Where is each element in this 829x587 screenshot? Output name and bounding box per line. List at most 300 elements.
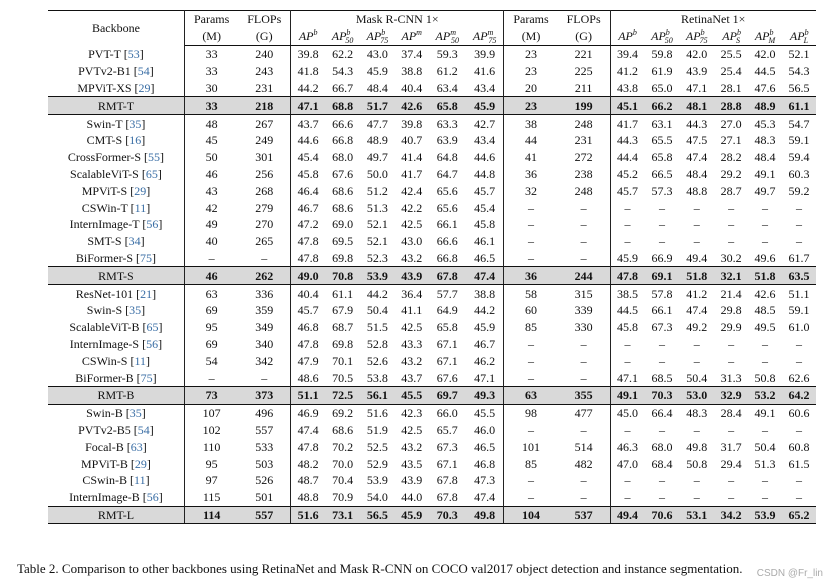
table-cell: 50.4 (366, 303, 388, 318)
backbone-label: SMT-S (87, 234, 122, 249)
metric-superscript: b (665, 28, 670, 37)
table-cell: 69.1 (645, 267, 680, 285)
table-cell: – (528, 370, 535, 385)
metric-subscript: 75 (380, 36, 389, 46)
table-cell: 46.5 (466, 438, 504, 455)
table-cell: – (761, 200, 768, 215)
table-caption: Table 2. Comparison to other backbones using RetinaNet and Mask R-CNN on COCO val2017 object detection and instance segmentation. (17, 561, 743, 576)
backbone-label: CMT-S (86, 133, 123, 148)
citation-link[interactable]: 29 (134, 456, 147, 471)
backbone-name: InternImage-S [56] (48, 336, 184, 353)
table-cell: 514 (558, 438, 610, 455)
table-cell: 48.9 (748, 97, 782, 115)
header-metric (466, 27, 504, 46)
table-cell: – (761, 336, 768, 351)
table-cell: 46.8 (297, 320, 319, 335)
table-cell: 69.7 (429, 386, 466, 404)
table-cell: 31.7 (720, 439, 742, 454)
table-cell: 59.1 (788, 133, 810, 148)
citation-link[interactable]: 34 (128, 234, 141, 249)
backbone-label: CSwin-B (82, 473, 128, 488)
table-cell: 243 (238, 63, 290, 80)
table-cell: 49.3 (466, 386, 504, 404)
backbone-name: PVT-T [53] (48, 46, 184, 63)
table-cell: – (624, 473, 631, 488)
table-cell: 46.7 (466, 336, 504, 353)
metric-superscript: b (769, 28, 774, 37)
table-cell: 33 (205, 47, 218, 62)
backbone-name (48, 386, 184, 404)
table-cell: 52.1 (788, 47, 810, 62)
table-cell: 526 (238, 472, 290, 489)
citation-link[interactable]: 16 (129, 133, 142, 148)
table-row (48, 80, 816, 97)
table-cell: – (208, 250, 215, 265)
header-metric (395, 27, 429, 46)
table-cell: 54 (205, 353, 218, 368)
results-table (48, 10, 816, 524)
table-cell: 44.5 (617, 303, 639, 318)
table-cell: 42.0 (754, 47, 776, 62)
table-cell: 53.9 (748, 506, 782, 524)
table-cell: 47.1 (291, 97, 326, 115)
table-cell: – (624, 336, 631, 351)
table-cell: 43.4 (466, 80, 504, 97)
table-cell: 272 (558, 149, 610, 166)
table-cell: – (693, 473, 700, 488)
citation-link[interactable]: 75 (140, 250, 152, 265)
table-cell: 256 (238, 166, 290, 183)
table-cell: – (528, 473, 535, 488)
table-cell: 46.0 (466, 422, 504, 439)
table-cell: 52.5 (366, 439, 388, 454)
table-cell: 45.9 (466, 319, 504, 336)
table-cell: 44.6 (297, 133, 319, 148)
table-cell: 41.1 (401, 303, 423, 318)
table-cell: 44.4 (617, 150, 639, 165)
citation-link[interactable]: 53 (127, 47, 140, 62)
citation-link[interactable]: 54 (137, 64, 150, 79)
table-cell: 56.1 (360, 386, 395, 404)
table-cell: 47.8 (610, 267, 645, 285)
citation-link[interactable]: 11 (134, 200, 147, 215)
table-cell: 373 (238, 386, 290, 404)
backbone-label: BiFormer-B (75, 370, 134, 385)
table-cell: 557 (238, 506, 290, 524)
table-cell: – (658, 353, 665, 368)
table-cell: – (658, 336, 665, 351)
table-cell: 51.2 (366, 183, 388, 198)
table-cell: – (558, 233, 610, 250)
backbone-label: PVTv2-B1 (78, 64, 131, 79)
table-cell: 23 (525, 64, 538, 79)
backbone-label: InternImage-S (69, 336, 140, 351)
table-cell: – (795, 234, 802, 249)
table-cell: – (761, 234, 768, 249)
table-cell: 51.9 (366, 422, 388, 437)
table-cell: 52.9 (366, 456, 388, 471)
table-cell: 64.7 (436, 166, 458, 181)
table-cell: 43 (205, 183, 218, 198)
table-cell: 45.7 (617, 183, 639, 198)
citation-link[interactable]: 65 (145, 166, 158, 181)
table-cell: 29.8 (720, 303, 742, 318)
table-row (48, 404, 816, 421)
table-cell: 48.3 (679, 404, 714, 421)
table-row (48, 422, 816, 439)
table-cell: 48.3 (754, 133, 776, 148)
table-cell: – (528, 217, 535, 232)
backbone-label: MPViT-S (81, 183, 128, 198)
table-cell: – (238, 250, 290, 267)
citation-link[interactable]: 29 (138, 80, 151, 95)
table-cell: 32 (525, 183, 538, 198)
table-cell: – (795, 336, 802, 351)
table-cell: 23 (504, 97, 558, 115)
citation-link[interactable]: 35 (129, 303, 142, 318)
citation-link[interactable]: 35 (129, 116, 142, 131)
backbone-name: MPViT-S [29] (48, 182, 184, 199)
citation-link[interactable]: 65 (146, 320, 159, 335)
table-cell: – (624, 200, 631, 215)
table-cell: 46.7 (297, 200, 319, 215)
metric-subscript: M (768, 36, 776, 46)
citation-link[interactable]: 29 (134, 183, 147, 198)
table-row (48, 455, 816, 472)
table-cell: 29.4 (720, 456, 742, 471)
backbone-name: Swin-B [35] (48, 404, 184, 421)
table-cell: 45.2 (617, 166, 639, 181)
table-cell: 36.4 (395, 285, 429, 302)
table-cell: 68.6 (332, 183, 354, 198)
table-cell: 40 (205, 234, 218, 249)
table-cell: 42.7 (466, 115, 504, 132)
table-cell: 69.8 (332, 250, 354, 265)
table-cell: 45.8 (617, 320, 639, 335)
table-cell: – (558, 336, 610, 353)
table-cell: 65.8 (436, 320, 458, 335)
table-cell: 30 (205, 80, 218, 95)
table-cell: 20 (525, 80, 538, 95)
table-cell: – (528, 422, 535, 437)
table-cell: 57.3 (651, 183, 673, 198)
metric-superscript: b (804, 28, 809, 37)
table-cell: 265 (238, 233, 290, 250)
metric-base: AP (435, 29, 451, 43)
table-row (48, 285, 816, 302)
metric-base: AP (685, 29, 701, 43)
metric-base: AP (331, 29, 347, 43)
table-cell: – (528, 353, 535, 368)
metric-base: AP (472, 29, 488, 43)
table-cell: 51.1 (782, 285, 816, 302)
table-cell: 47.3 (466, 472, 504, 489)
citation-link[interactable]: 21 (140, 286, 153, 301)
table-cell: 52.1 (366, 234, 388, 249)
table-cell: 47.2 (297, 217, 319, 232)
table-cell: 240 (238, 46, 290, 63)
table-cell: 44.0 (401, 490, 423, 505)
table-cell: 43.2 (401, 353, 423, 368)
table-cell: 25.4 (720, 64, 742, 79)
table-cell: – (693, 234, 700, 249)
table-cell: – (624, 353, 631, 368)
table-cell: 279 (238, 199, 290, 216)
table-row (48, 250, 816, 267)
table-cell: 238 (558, 166, 610, 183)
table-cell: 349 (238, 319, 290, 336)
citation-link[interactable]: 56 (146, 336, 159, 351)
backbone-label: CrossFormer-S (67, 150, 141, 165)
table-cell: 46 (184, 267, 238, 285)
citation-link[interactable]: 56 (146, 217, 159, 232)
table-cell: 21.4 (714, 285, 748, 302)
table-cell: 45.4 (466, 199, 504, 216)
table-cell: 54.7 (782, 115, 816, 132)
table-cell: 32.1 (714, 267, 748, 285)
metric-subscript: 75 (488, 36, 497, 46)
table-row (48, 352, 816, 369)
table-cell: 64.2 (782, 386, 816, 404)
backbone-label: PVTv2-B5 (78, 422, 131, 437)
table-cell: 67.8 (429, 267, 466, 285)
table-cell: 49.7 (366, 150, 388, 165)
table-cell: – (761, 217, 768, 232)
table-cell: 70.6 (645, 506, 680, 524)
table-cell: 34.2 (714, 506, 748, 524)
table-cell: 60.3 (788, 166, 810, 181)
metric-base: AP (789, 29, 805, 43)
table-cell: 115 (202, 490, 221, 505)
backbone-name: CMT-S [16] (48, 132, 184, 149)
table-row-ours (48, 267, 816, 285)
table-cell: – (208, 370, 215, 385)
table-cell: – (728, 234, 735, 249)
table-cell: 101 (522, 439, 541, 454)
table-cell: 114 (184, 506, 238, 524)
metric-superscript: b (313, 28, 318, 37)
table-cell: 45.3 (748, 115, 782, 132)
table-cell: 43.9 (401, 473, 423, 488)
table-cell: – (658, 490, 665, 505)
table-cell: – (761, 490, 768, 505)
header-metric (645, 27, 680, 46)
table-cell: 61.5 (788, 456, 810, 471)
table-cell: 45.7 (466, 182, 504, 199)
table-cell: 50.0 (366, 166, 388, 181)
metric-base: AP (366, 29, 382, 43)
table-cell: 59.4 (788, 150, 810, 165)
table-cell: 61.1 (782, 97, 816, 115)
citation-link[interactable]: 56 (146, 490, 159, 505)
header-retinanet: RetinaNet 1× (610, 11, 816, 28)
header-params-retina: Params (504, 11, 558, 28)
table-cell: 43.7 (401, 370, 423, 385)
metric-subscript: 75 (699, 36, 708, 46)
backbone-name: CSWin-T [11] (48, 199, 184, 216)
table-cell: 65.7 (436, 422, 458, 437)
table-cell: 54.3 (788, 64, 810, 79)
header-mask-rcnn: Mask R-CNN 1× (291, 11, 504, 28)
backbone-name: PVTv2-B1 [54] (48, 63, 184, 80)
backbone-name: MPViT-B [29] (48, 455, 184, 472)
table-row (48, 369, 816, 386)
citation-link[interactable]: 11 (134, 353, 146, 368)
backbone-name (48, 267, 184, 285)
table-cell: 40.7 (401, 133, 423, 148)
table-cell: 45.4 (297, 150, 319, 165)
table-cell: 199 (558, 97, 610, 115)
table-cell: 221 (558, 46, 610, 63)
header-metric (748, 27, 782, 46)
table-cell: 70.3 (429, 506, 466, 524)
table-cell: 62.2 (332, 47, 354, 62)
table-cell: 30.2 (720, 250, 742, 265)
table-cell: 67.9 (332, 303, 354, 318)
table-cell: 42.2 (401, 200, 423, 215)
table-cell: 66.2 (645, 97, 680, 115)
table-cell: 51.3 (754, 456, 776, 471)
table-cell: 47.7 (360, 115, 395, 132)
backbone-name: PVTv2-B5 [54] (48, 422, 184, 439)
backbone-label: RMT-T (97, 98, 135, 113)
backbone-name: BiFormer-S [75] (48, 250, 184, 267)
table-cell: 42.5 (401, 217, 423, 232)
table-cell: – (728, 336, 735, 351)
backbone-name (48, 506, 184, 524)
table-cell: 211 (558, 80, 610, 97)
citation-link[interactable]: 35 (129, 406, 142, 421)
table-cell: 62.6 (788, 370, 810, 385)
table-cell: 61.9 (651, 64, 673, 79)
table-cell: 47.4 (466, 267, 504, 285)
table-cell: 65.6 (436, 200, 458, 215)
table-cell: 64.8 (436, 150, 458, 165)
citation-link[interactable]: 11 (134, 473, 146, 488)
header-metric (610, 27, 645, 46)
table-cell: 66.1 (651, 303, 673, 318)
header-metric (325, 27, 360, 46)
table-cell: 47.8 (297, 336, 319, 351)
table-cell: 66.7 (332, 80, 354, 95)
table-cell: – (658, 234, 665, 249)
backbone-label: CSWin-S (81, 353, 128, 368)
table-cell: – (693, 422, 700, 437)
table-cell: 33 (184, 97, 238, 115)
table-cell: 63.4 (436, 80, 458, 95)
table-cell: – (528, 200, 535, 215)
table-cell: 43.0 (401, 234, 423, 249)
table-cell: 533 (238, 438, 290, 455)
table-cell: 503 (238, 455, 290, 472)
table-cell: 42 (205, 200, 218, 215)
backbone-label: BiFormer-S (75, 250, 133, 265)
table-cell: 49.1 (610, 386, 645, 404)
table-cell: – (728, 422, 735, 437)
table-cell: 70.4 (332, 473, 354, 488)
table-cell: 47.1 (617, 370, 639, 385)
table-cell: 47.9 (297, 353, 319, 368)
table-cell: 49.2 (686, 320, 708, 335)
backbone-name: ScalableViT-S [65] (48, 166, 184, 183)
table-cell: 48.4 (366, 80, 388, 95)
table-cell: 557 (238, 422, 290, 439)
table-cell: 70.3 (645, 386, 680, 404)
table-cell: 45.0 (610, 404, 645, 421)
table-cell: 48.2 (297, 456, 319, 471)
table-cell: 268 (238, 182, 290, 199)
table-cell: 28.2 (720, 150, 742, 165)
table-cell: 36 (525, 166, 538, 181)
backbone-label: ScalableViT-B (69, 320, 140, 335)
metric-subscript: 50 (345, 36, 354, 46)
metric-subscript: S (735, 36, 740, 46)
table-cell: 57.7 (429, 285, 466, 302)
table-row-ours (48, 386, 816, 404)
table-cell: – (624, 234, 631, 249)
table-cell: – (528, 250, 535, 265)
metric-base: AP (754, 29, 770, 43)
citation-link[interactable]: 55 (148, 150, 160, 165)
table-cell: 41.2 (679, 285, 714, 302)
table-cell: 47.8 (297, 439, 319, 454)
table-cell: 330 (558, 319, 610, 336)
table-cell: 43.9 (395, 267, 429, 285)
table-cell: 249 (238, 132, 290, 149)
table-cell: – (761, 353, 768, 368)
backbone-label: Swin-S (86, 303, 123, 318)
table-cell: 69.2 (325, 404, 360, 421)
table-cell: 27.0 (714, 115, 748, 132)
citation-link[interactable]: 54 (137, 422, 150, 437)
table-cell: – (558, 250, 610, 267)
backbone-name: CSwin-B [11] (48, 472, 184, 489)
table-cell: 59.8 (651, 47, 673, 62)
table-cell: 31.3 (720, 370, 742, 385)
table-cell: 46.8 (466, 455, 504, 472)
table-cell: 28.1 (720, 80, 742, 95)
table-cell: 49.6 (754, 250, 776, 265)
table-cell: 60.8 (788, 439, 810, 454)
table-cell: – (558, 369, 610, 386)
table-cell: – (528, 234, 535, 249)
table-row (48, 182, 816, 199)
table-cell: 23 (525, 47, 538, 62)
table-cell: 32.9 (714, 386, 748, 404)
table-cell: 336 (238, 285, 290, 302)
header-params-unit-retina: (M) (504, 27, 558, 46)
table-cell: 46.3 (617, 439, 639, 454)
table-cell: 56.5 (788, 80, 810, 95)
backbone-label: ResNet-101 (75, 286, 134, 301)
table-cell: 52.3 (366, 250, 388, 265)
table-cell: 49.8 (466, 506, 504, 524)
table-cell: 39.4 (617, 47, 639, 62)
table-cell: 61.7 (788, 250, 810, 265)
citation-link[interactable]: 63 (130, 439, 143, 454)
citation-link[interactable]: 75 (140, 370, 153, 385)
table-cell: 231 (238, 80, 290, 97)
backbone-name: MPViT-XS [29] (48, 80, 184, 97)
backbone-label: InternImage-B (69, 490, 140, 505)
table-cell: 47.4 (686, 303, 708, 318)
table-cell: 73.1 (325, 506, 360, 524)
backbone-name: BiFormer-B [75] (48, 369, 184, 386)
table-cell: 64.9 (436, 303, 458, 318)
table-cell: 28.4 (714, 404, 748, 421)
table-cell: 48.5 (754, 303, 776, 318)
table-cell: – (558, 199, 610, 216)
